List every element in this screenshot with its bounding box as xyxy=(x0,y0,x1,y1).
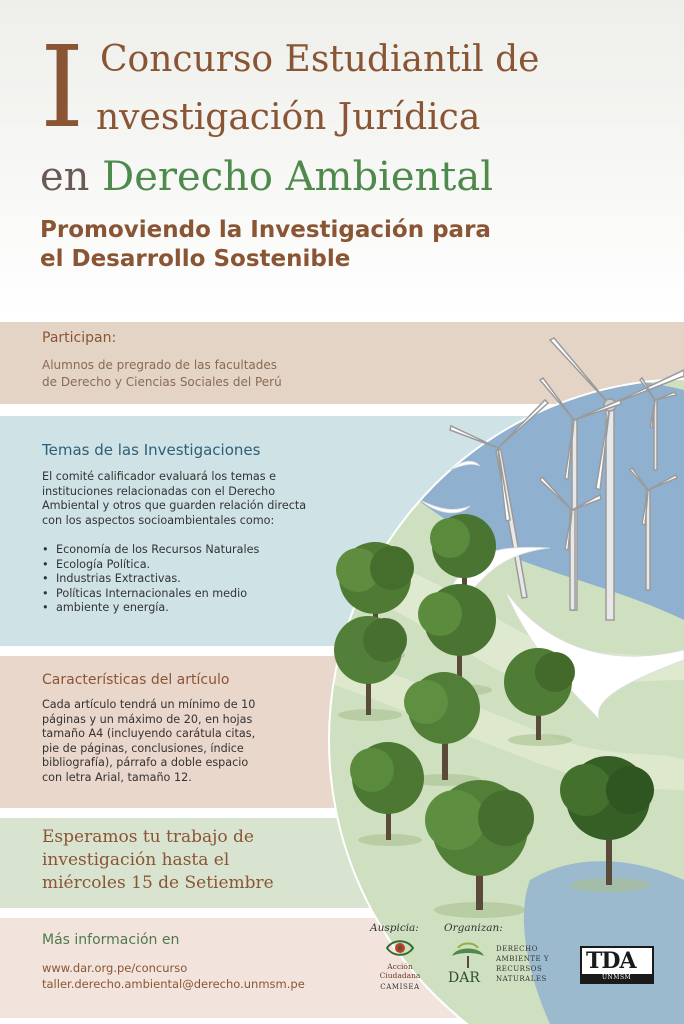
participan-heading: Participan: xyxy=(42,330,117,346)
accion-line2: Ciudadana xyxy=(379,971,421,980)
accion-line3: CAMISEA xyxy=(380,983,420,991)
deadline-line: miércoles 15 de Setiembre xyxy=(42,873,274,893)
info-heading: Más información en xyxy=(42,932,180,948)
deadline-line: Esperamos tu trabajo de xyxy=(42,827,254,847)
participan-text xyxy=(42,357,282,391)
temas-line: Ambiental y otros que guarden relación directa xyxy=(42,499,307,512)
eye-icon xyxy=(386,938,414,958)
temas-bullet-list xyxy=(42,543,259,616)
dar-tree-icon xyxy=(448,942,488,970)
caracteristicas-line: Cada artículo tendrá un mínimo de 10 xyxy=(42,698,256,711)
dar-full-name xyxy=(496,944,549,984)
temas-bullet-continuation xyxy=(42,601,259,616)
accion-line1: Acción xyxy=(387,962,413,971)
dar-logo xyxy=(446,942,576,992)
caracteristicas-line: tamaño A4 (incluyendo carátula citas, xyxy=(42,727,256,740)
temas-line: con los aspectos socioambientales como: xyxy=(42,513,275,527)
email-link[interactable]: taller.derecho.ambiental@derecho.unmsm.pe xyxy=(42,977,305,991)
dar-line: NATURALES xyxy=(496,975,547,983)
accion-ciudadana-logo xyxy=(372,938,428,1000)
deadline-line: investigación hasta el xyxy=(42,850,230,870)
tda-name: TDA xyxy=(586,948,636,974)
caracteristicas-line: páginas y un máximo de 20, en hojas xyxy=(42,712,253,726)
organizan-label: Organizan: xyxy=(444,922,503,934)
dar-line: AMBIENTE Y xyxy=(496,955,549,963)
auspicia-label: Auspicia: xyxy=(370,922,419,934)
caracteristicas-line: pie de páginas, conclusiones, índice xyxy=(42,741,244,755)
title-initial: I xyxy=(40,23,85,153)
subtitle-line2: el Desarrollo Sostenible xyxy=(40,246,351,272)
participan-line: de Derecho y Ciencias Sociales del Perú xyxy=(42,375,282,389)
deadline-message xyxy=(42,826,274,895)
temas-text xyxy=(42,470,306,528)
temas-bullet-continuation-text: ambiente y energía. xyxy=(56,601,169,614)
subtitle xyxy=(40,216,491,274)
tda-sub: UNMSM xyxy=(602,974,632,981)
temas-bullet: • Ecología Política. xyxy=(42,558,259,573)
subtitle-line1: Promoviendo la Investigación para xyxy=(40,217,491,243)
title-line3-prefix: en xyxy=(40,154,90,200)
participan-line: Alumnos de pregrado de las facultades xyxy=(42,358,278,372)
temas-bullet: • Políticas Internacionales en medio xyxy=(42,587,259,602)
wind-farm-illustration xyxy=(300,320,684,1024)
title-line1: Concurso Estudiantil de xyxy=(100,39,540,80)
website-link[interactable]: www.dar.org.pe/concurso xyxy=(42,961,188,975)
tda-logo xyxy=(580,946,654,984)
dar-name: DAR xyxy=(448,970,480,986)
caracteristicas-line: bibliografía), párrafo a doble espacio xyxy=(42,756,249,769)
dar-line: RECURSOS xyxy=(496,965,543,973)
temas-bullet: • Industrias Extractivas. xyxy=(42,572,259,587)
title-line3 xyxy=(40,152,493,202)
title-line2: nvestigación Jurídica xyxy=(96,97,481,138)
caracteristicas-line: con letra Arial, tamaño 12. xyxy=(42,770,192,784)
caracteristicas-text xyxy=(42,698,255,785)
caracteristicas-heading: Características del artículo xyxy=(42,672,230,688)
title-line3-main: Derecho Ambiental xyxy=(102,154,494,200)
temas-bullet: • Economía de los Recursos Naturales xyxy=(42,543,259,558)
temas-line: El comité calificador evaluará los temas e xyxy=(42,470,276,483)
dar-line: DERECHO xyxy=(496,945,538,953)
temas-heading: Temas de las Investigaciones xyxy=(42,441,261,459)
temas-line: instituciones relacionadas con el Derecho xyxy=(42,484,276,498)
